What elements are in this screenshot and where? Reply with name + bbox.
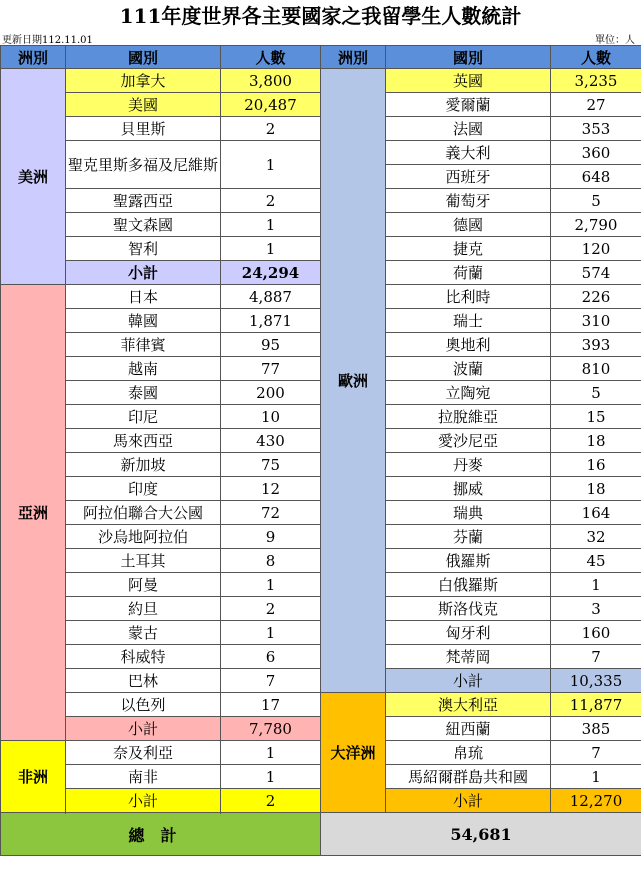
count-cell: 2 [221, 117, 321, 141]
subtotal-label: 小計 [386, 669, 551, 693]
country-cell: 馬紹爾群島共和國 [386, 765, 551, 789]
country-cell: 約旦 [66, 597, 221, 621]
count-cell: 200 [221, 381, 321, 405]
count-cell: 1 [221, 237, 321, 261]
country-cell: 韓國 [66, 309, 221, 333]
count-cell: 1 [221, 141, 321, 189]
count-cell: 1 [551, 765, 641, 789]
count-cell: 430 [221, 429, 321, 453]
count-cell: 810 [551, 357, 641, 381]
update-date: 更新日期112.11.01 [2, 35, 93, 46]
count-cell: 15 [551, 405, 641, 429]
country-cell: 紐西蘭 [386, 717, 551, 741]
header-count-right: 人數 [551, 46, 641, 69]
country-cell: 瑞士 [386, 309, 551, 333]
count-cell: 9 [221, 525, 321, 549]
table-body [1, 69, 641, 856]
country-cell: 匈牙利 [386, 621, 551, 645]
count-cell: 7 [551, 741, 641, 765]
country-cell: 芬蘭 [386, 525, 551, 549]
count-cell: 1 [221, 741, 321, 765]
count-cell: 32 [551, 525, 641, 549]
count-cell: 18 [551, 477, 641, 501]
count-cell: 7 [551, 645, 641, 669]
country-cell: 葡萄牙 [386, 189, 551, 213]
subtotal-label: 小計 [386, 789, 551, 813]
continent-cell-africa: 非洲 [1, 741, 66, 813]
count-cell: 17 [221, 693, 321, 717]
subtotal-value: 2 [221, 789, 321, 813]
country-cell: 新加坡 [66, 453, 221, 477]
count-cell: 2 [221, 597, 321, 621]
count-cell: 11,877 [551, 693, 641, 717]
country-cell: 加拿大 [66, 69, 221, 93]
count-cell: 120 [551, 237, 641, 261]
count-cell: 1 [551, 573, 641, 597]
header-count-left: 人數 [221, 46, 321, 69]
subtotal-value: 10,335 [551, 669, 641, 693]
count-cell: 12 [221, 477, 321, 501]
count-cell: 75 [221, 453, 321, 477]
count-cell: 226 [551, 285, 641, 309]
country-cell: 俄羅斯 [386, 549, 551, 573]
statistics-table [0, 45, 641, 856]
count-cell: 2,790 [551, 213, 641, 237]
country-cell: 西班牙 [386, 165, 551, 189]
count-cell: 1 [221, 621, 321, 645]
country-cell: 聖文森國 [66, 213, 221, 237]
count-cell: 5 [551, 381, 641, 405]
count-cell: 5 [551, 189, 641, 213]
country-cell: 以色列 [66, 693, 221, 717]
country-cell: 捷克 [386, 237, 551, 261]
count-cell: 360 [551, 141, 641, 165]
country-cell: 丹麥 [386, 453, 551, 477]
continent-cell-europe: 歐洲 [321, 69, 386, 693]
country-cell: 菲律賓 [66, 333, 221, 357]
count-cell: 310 [551, 309, 641, 333]
count-cell: 3 [551, 597, 641, 621]
header-continent-right: 洲別 [321, 46, 386, 69]
subtotal-value: 7,780 [221, 717, 321, 741]
country-cell: 馬來西亞 [66, 429, 221, 453]
country-cell: 土耳其 [66, 549, 221, 573]
count-cell: 20,487 [221, 93, 321, 117]
country-cell: 挪威 [386, 477, 551, 501]
country-cell: 奈及利亞 [66, 741, 221, 765]
count-cell: 1 [221, 213, 321, 237]
grand-total-row [1, 813, 641, 856]
count-cell: 3,235 [551, 69, 641, 93]
country-cell: 美國 [66, 93, 221, 117]
count-cell: 95 [221, 333, 321, 357]
country-cell: 白俄羅斯 [386, 573, 551, 597]
count-cell: 4,887 [221, 285, 321, 309]
country-cell: 南非 [66, 765, 221, 789]
count-cell: 45 [551, 549, 641, 573]
table-row [1, 693, 641, 717]
count-cell: 3,800 [221, 69, 321, 93]
country-cell: 日本 [66, 285, 221, 309]
count-cell: 385 [551, 717, 641, 741]
grand-total-label: 總計 [1, 813, 321, 856]
country-cell: 智利 [66, 237, 221, 261]
count-cell: 393 [551, 333, 641, 357]
count-cell: 1 [221, 573, 321, 597]
country-cell: 英國 [386, 69, 551, 93]
subtotal-label: 小計 [66, 789, 221, 813]
count-cell: 6 [221, 645, 321, 669]
subtotal-label: 小計 [66, 717, 221, 741]
country-cell: 比利時 [386, 285, 551, 309]
count-cell: 77 [221, 357, 321, 381]
country-cell: 聖克里斯多福及尼維斯 [66, 141, 221, 189]
count-cell: 7 [221, 669, 321, 693]
header-country-right: 國別 [386, 46, 551, 69]
country-cell: 沙烏地阿拉伯 [66, 525, 221, 549]
country-cell: 蒙古 [66, 621, 221, 645]
country-cell: 阿曼 [66, 573, 221, 597]
country-cell: 帛琉 [386, 741, 551, 765]
subtotal-value: 24,294 [221, 261, 321, 285]
count-cell: 574 [551, 261, 641, 285]
table-row [1, 69, 641, 93]
count-cell: 72 [221, 501, 321, 525]
continent-cell-americas: 美洲 [1, 69, 66, 285]
count-cell: 10 [221, 405, 321, 429]
country-cell: 貝里斯 [66, 117, 221, 141]
country-cell: 拉脫維亞 [386, 405, 551, 429]
country-cell: 德國 [386, 213, 551, 237]
country-cell: 斯洛伐克 [386, 597, 551, 621]
country-cell: 聖露西亞 [66, 189, 221, 213]
count-cell: 648 [551, 165, 641, 189]
count-cell: 164 [551, 501, 641, 525]
count-cell: 353 [551, 117, 641, 141]
country-cell: 義大利 [386, 141, 551, 165]
country-cell: 立陶宛 [386, 381, 551, 405]
header-country-left: 國別 [66, 46, 221, 69]
count-cell: 8 [221, 549, 321, 573]
subtotal-label: 小計 [66, 261, 221, 285]
country-cell: 愛沙尼亞 [386, 429, 551, 453]
country-cell: 阿拉伯聯合大公國 [66, 501, 221, 525]
country-cell: 科威特 [66, 645, 221, 669]
country-cell: 泰國 [66, 381, 221, 405]
count-cell: 18 [551, 429, 641, 453]
country-cell: 印尼 [66, 405, 221, 429]
count-cell: 1 [221, 765, 321, 789]
country-cell: 荷蘭 [386, 261, 551, 285]
count-cell: 2 [221, 189, 321, 213]
country-cell: 波蘭 [386, 357, 551, 381]
country-cell: 巴林 [66, 669, 221, 693]
country-cell: 越南 [66, 357, 221, 381]
grand-total-value: 54,681 [321, 813, 641, 856]
country-cell: 瑞典 [386, 501, 551, 525]
subtotal-value: 12,270 [551, 789, 641, 813]
country-cell: 法國 [386, 117, 551, 141]
continent-cell-oceania: 大洋洲 [321, 693, 386, 813]
country-cell: 澳大利亞 [386, 693, 551, 717]
header-continent-left: 洲別 [1, 46, 66, 69]
unit-label: 單位：人 [595, 35, 635, 46]
count-cell: 160 [551, 621, 641, 645]
country-cell: 愛爾蘭 [386, 93, 551, 117]
count-cell: 27 [551, 93, 641, 117]
header-row [1, 46, 641, 69]
continent-cell-asia: 亞洲 [1, 285, 66, 741]
country-cell: 奧地利 [386, 333, 551, 357]
count-cell: 1,871 [221, 309, 321, 333]
page-title: 111年度世界各主要國家之我留學生人數統計 [119, 4, 522, 28]
country-cell: 印度 [66, 477, 221, 501]
count-cell: 16 [551, 453, 641, 477]
country-cell: 梵蒂岡 [386, 645, 551, 669]
